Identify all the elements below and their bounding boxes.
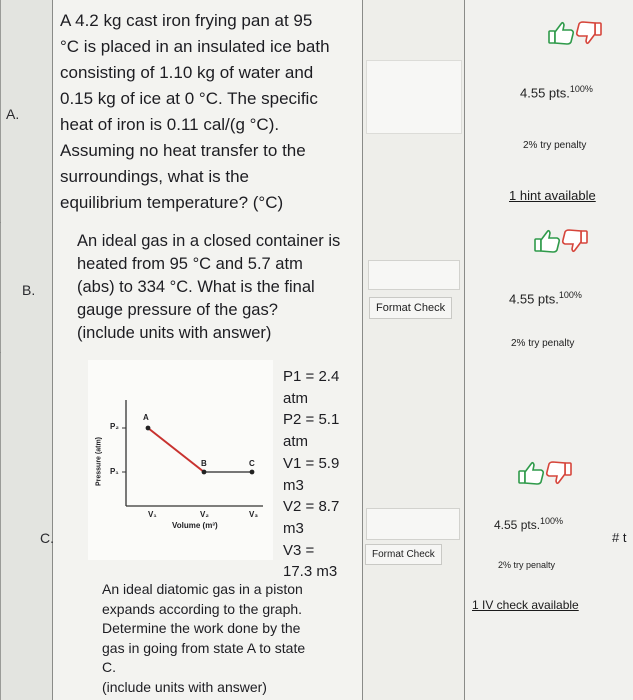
score-column [465,0,633,700]
given-values [283,366,361,583]
rating-icons-a [546,18,606,53]
rating-icons-c [516,458,576,493]
thumbs-down-icon[interactable] [547,462,571,483]
given-line: V1 = 5.9 [283,454,340,472]
graph-ylabel-wrap [92,426,106,506]
given-line: P1 = 2.4 [283,368,340,385]
points-c: 4.55 pts.$^{100\%}$ [494,516,564,532]
row-letter-a: A. [6,106,20,122]
graph-ytick: P₂ [110,422,119,431]
penalty-c: 2% try penalty [498,560,556,570]
thumbs-up-icon[interactable] [535,231,559,252]
given-line: m3 [283,476,304,494]
graph-xtick: V₃ [249,510,259,519]
format-check-button-c[interactable]: Format Check [365,544,442,565]
question-line: heated from 95 °C and 5.7 atm [77,255,303,273]
thumbs-up-icon[interactable] [549,23,573,44]
answer-input-b[interactable] [368,260,460,290]
answer-input-a[interactable] [366,60,462,134]
question-a [60,8,360,216]
question-line: gas in going from state A to state [102,639,306,656]
row-letter-b: B. [22,282,36,298]
question-line: (include units with answer) [102,678,267,695]
point-label-b: B [201,459,207,468]
question-line: gauge pressure of the gas? [77,301,278,319]
given-line: 17.3 m3 [283,563,338,581]
graph-xlabel: Volume (m³) [172,521,218,530]
given-line: V2 = 8.7 [283,498,340,516]
rating-icons-b [532,226,592,261]
edge-text: # t [612,530,627,545]
pv-graph [88,360,273,560]
given-line: V3 = [283,541,315,559]
question-line: expands according to the graph. [102,600,303,617]
given-line: P2 = 5.1 [283,411,340,429]
thumbs-up-icon[interactable] [519,463,543,484]
thumbs-down-icon[interactable] [577,22,601,43]
points-a: 4.55 pts.$^{100\%}$ [520,84,593,101]
question-line: Assuming no heat transfer to the [60,141,306,160]
graph-xtick: V₂ [200,510,209,519]
question-line: C. [102,659,116,675]
given-line: atm [283,389,309,407]
question-line: Determine the work done by the [102,620,301,636]
graph-xtick: V₁ [148,510,157,519]
row-letter-c: C. [40,530,54,546]
point-label-c: C [249,459,255,468]
format-check-button-b[interactable]: Format Check [369,297,452,319]
process-a-to-b [148,428,204,472]
question-line: surroundings, what is the [60,167,249,186]
graph-ylabel: Pressure (atm) [95,436,103,487]
question-line: °C is placed in an insulated ice bath [60,37,330,56]
penalty-a: 2% try penalty [523,140,587,151]
points-b: 4.55 pts.$^{100\%}$ [509,290,582,307]
question-line: consisting of 1.10 kg of water and [60,63,314,82]
question-line: 0.15 kg of ice at 0 °C. The specific [60,89,318,108]
question-line: An ideal diatomic gas in a piston [102,581,303,597]
state-c-point [250,470,255,475]
iv-check-link-c[interactable]: 1 IV check available [472,598,579,612]
letter-column [1,0,52,700]
question-line: (include units with answer) [77,324,272,342]
question-line: heat of iron is 0.11 cal/(g °C). [60,115,280,134]
question-line: equilibrium temperature? (°C) [60,193,284,212]
hint-link-a[interactable]: 1 hint available [509,188,596,203]
penalty-b: 2% try penalty [511,338,575,349]
question-b [77,230,362,345]
question-line: An ideal gas in a closed container is [77,232,341,250]
given-line: atm [283,433,309,451]
state-a-point [146,426,151,431]
question-c [102,580,360,697]
answer-input-c[interactable] [366,508,460,540]
question-line: (abs) to 334 °C. What is the final [77,278,315,296]
question-line: A 4.2 kg cast iron frying pan at 95 [60,11,313,30]
point-label-a: A [143,413,149,422]
state-b-point [202,470,207,475]
thumbs-down-icon[interactable] [563,230,587,251]
given-line: m3 [283,519,304,537]
graph-ytick: P₁ [110,467,119,476]
